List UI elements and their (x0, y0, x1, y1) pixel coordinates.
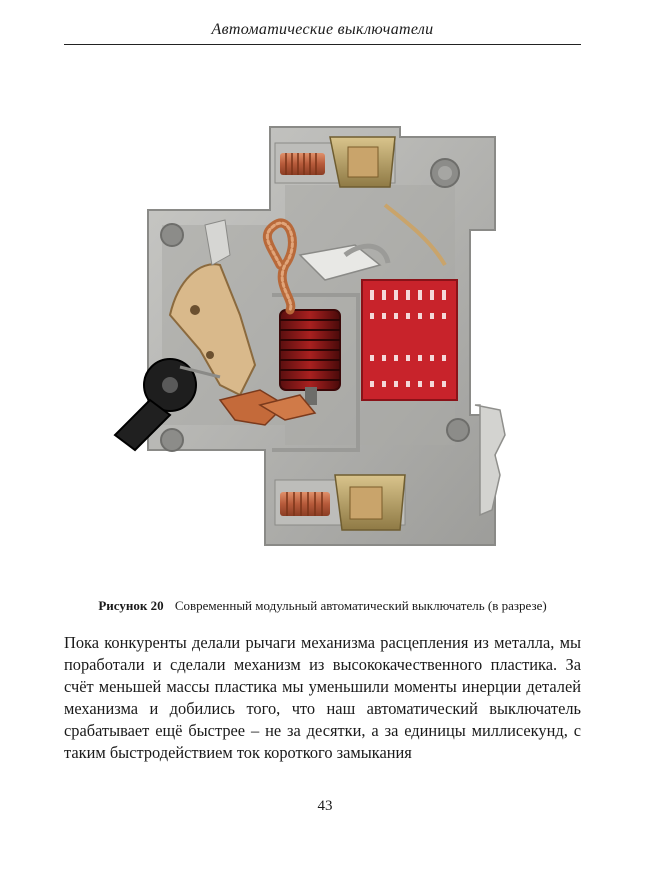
breaker-cutaway-figure (100, 115, 510, 555)
figure-caption (64, 598, 581, 614)
body-paragraph: Пока конкуренты делали рычаги механизма расцепления из металла, мы поработали и сделали механизм из высококачественного пластика. За счёт меньшей массы пластика мы уменьшили моменты инерции деталей механизма и добились того, что наш автоматический выключатель срабатывает ещё быстрее – не за десятки, а за единицы миллисекунд, с таким быстродействием ток короткого замыкания (64, 633, 581, 762)
running-header-title: Автоматические выключатели (211, 21, 434, 38)
page-number: 43 (317, 798, 333, 814)
body-text (64, 632, 581, 764)
figure-label: Рисунок 20 (98, 598, 164, 613)
breaker-cutaway-illustration (100, 115, 510, 555)
figure-caption-text: Современный модульный автоматический выключатель (в разрезе) (174, 598, 547, 613)
running-header (64, 18, 581, 45)
